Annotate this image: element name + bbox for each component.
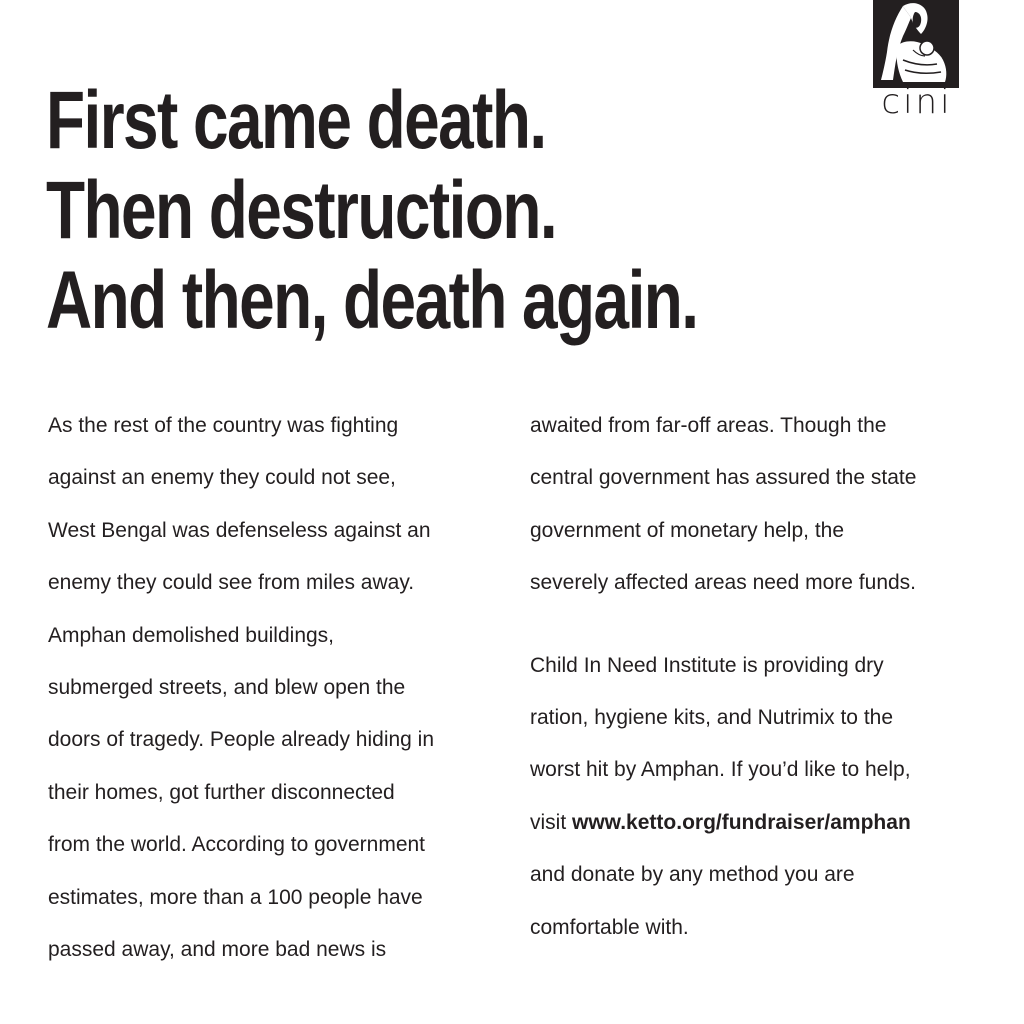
body-line: ration, hygiene kits, and Nutrimix to the <box>530 706 894 730</box>
body-line: passed away, and more bad news is <box>48 938 387 962</box>
logo-text: cini <box>881 82 953 122</box>
body-line: Amphan demolished buildings, <box>48 623 335 647</box>
headline-line-1: First came death. <box>46 75 546 166</box>
body-line: central government has assured the state <box>530 466 917 490</box>
headline-line-2: Then destruction. <box>46 165 557 256</box>
body-line: doors of tragedy. People already hiding in <box>48 728 435 752</box>
fundraiser-link[interactable]: www.ketto.org/fundraiser/amphan <box>572 810 911 834</box>
body-line: Child In Need Institute is providing dry <box>530 653 884 677</box>
body-line-visit <box>530 797 990 849</box>
body-line: government of monetary help, the <box>530 518 845 542</box>
visit-prefix: visit <box>530 810 572 834</box>
body-line: submerged streets, and blew open the <box>48 676 406 700</box>
body-line: severely affected areas need more funds. <box>530 571 917 595</box>
headline <box>46 76 698 346</box>
body-line: from the world. According to government <box>48 833 426 857</box>
body-line: enemy they could see from miles away. <box>48 571 415 595</box>
mother-child-icon <box>873 0 959 88</box>
body-line: estimates, more than a 100 people have <box>48 885 423 909</box>
body-column-left <box>48 400 508 976</box>
body-line: awaited from far-off areas. Though the <box>530 414 887 437</box>
body-line: comfortable with. <box>530 915 689 939</box>
body-column-right <box>530 400 990 954</box>
body-line: against an enemy they could not see, <box>48 466 396 490</box>
body-line: worst hit by Amphan. If you’d like to help, <box>530 758 911 782</box>
body-line: As the rest of the country was fighting <box>48 414 399 437</box>
headline-line-3: And then, death again. <box>46 255 698 346</box>
body-line: and donate by any method you are <box>530 863 855 887</box>
body-line: West Bengal was defenseless against an <box>48 518 431 542</box>
cini-logo <box>873 0 961 124</box>
body-line: their homes, got further disconnected <box>48 780 395 804</box>
paragraph-gap <box>530 610 990 640</box>
